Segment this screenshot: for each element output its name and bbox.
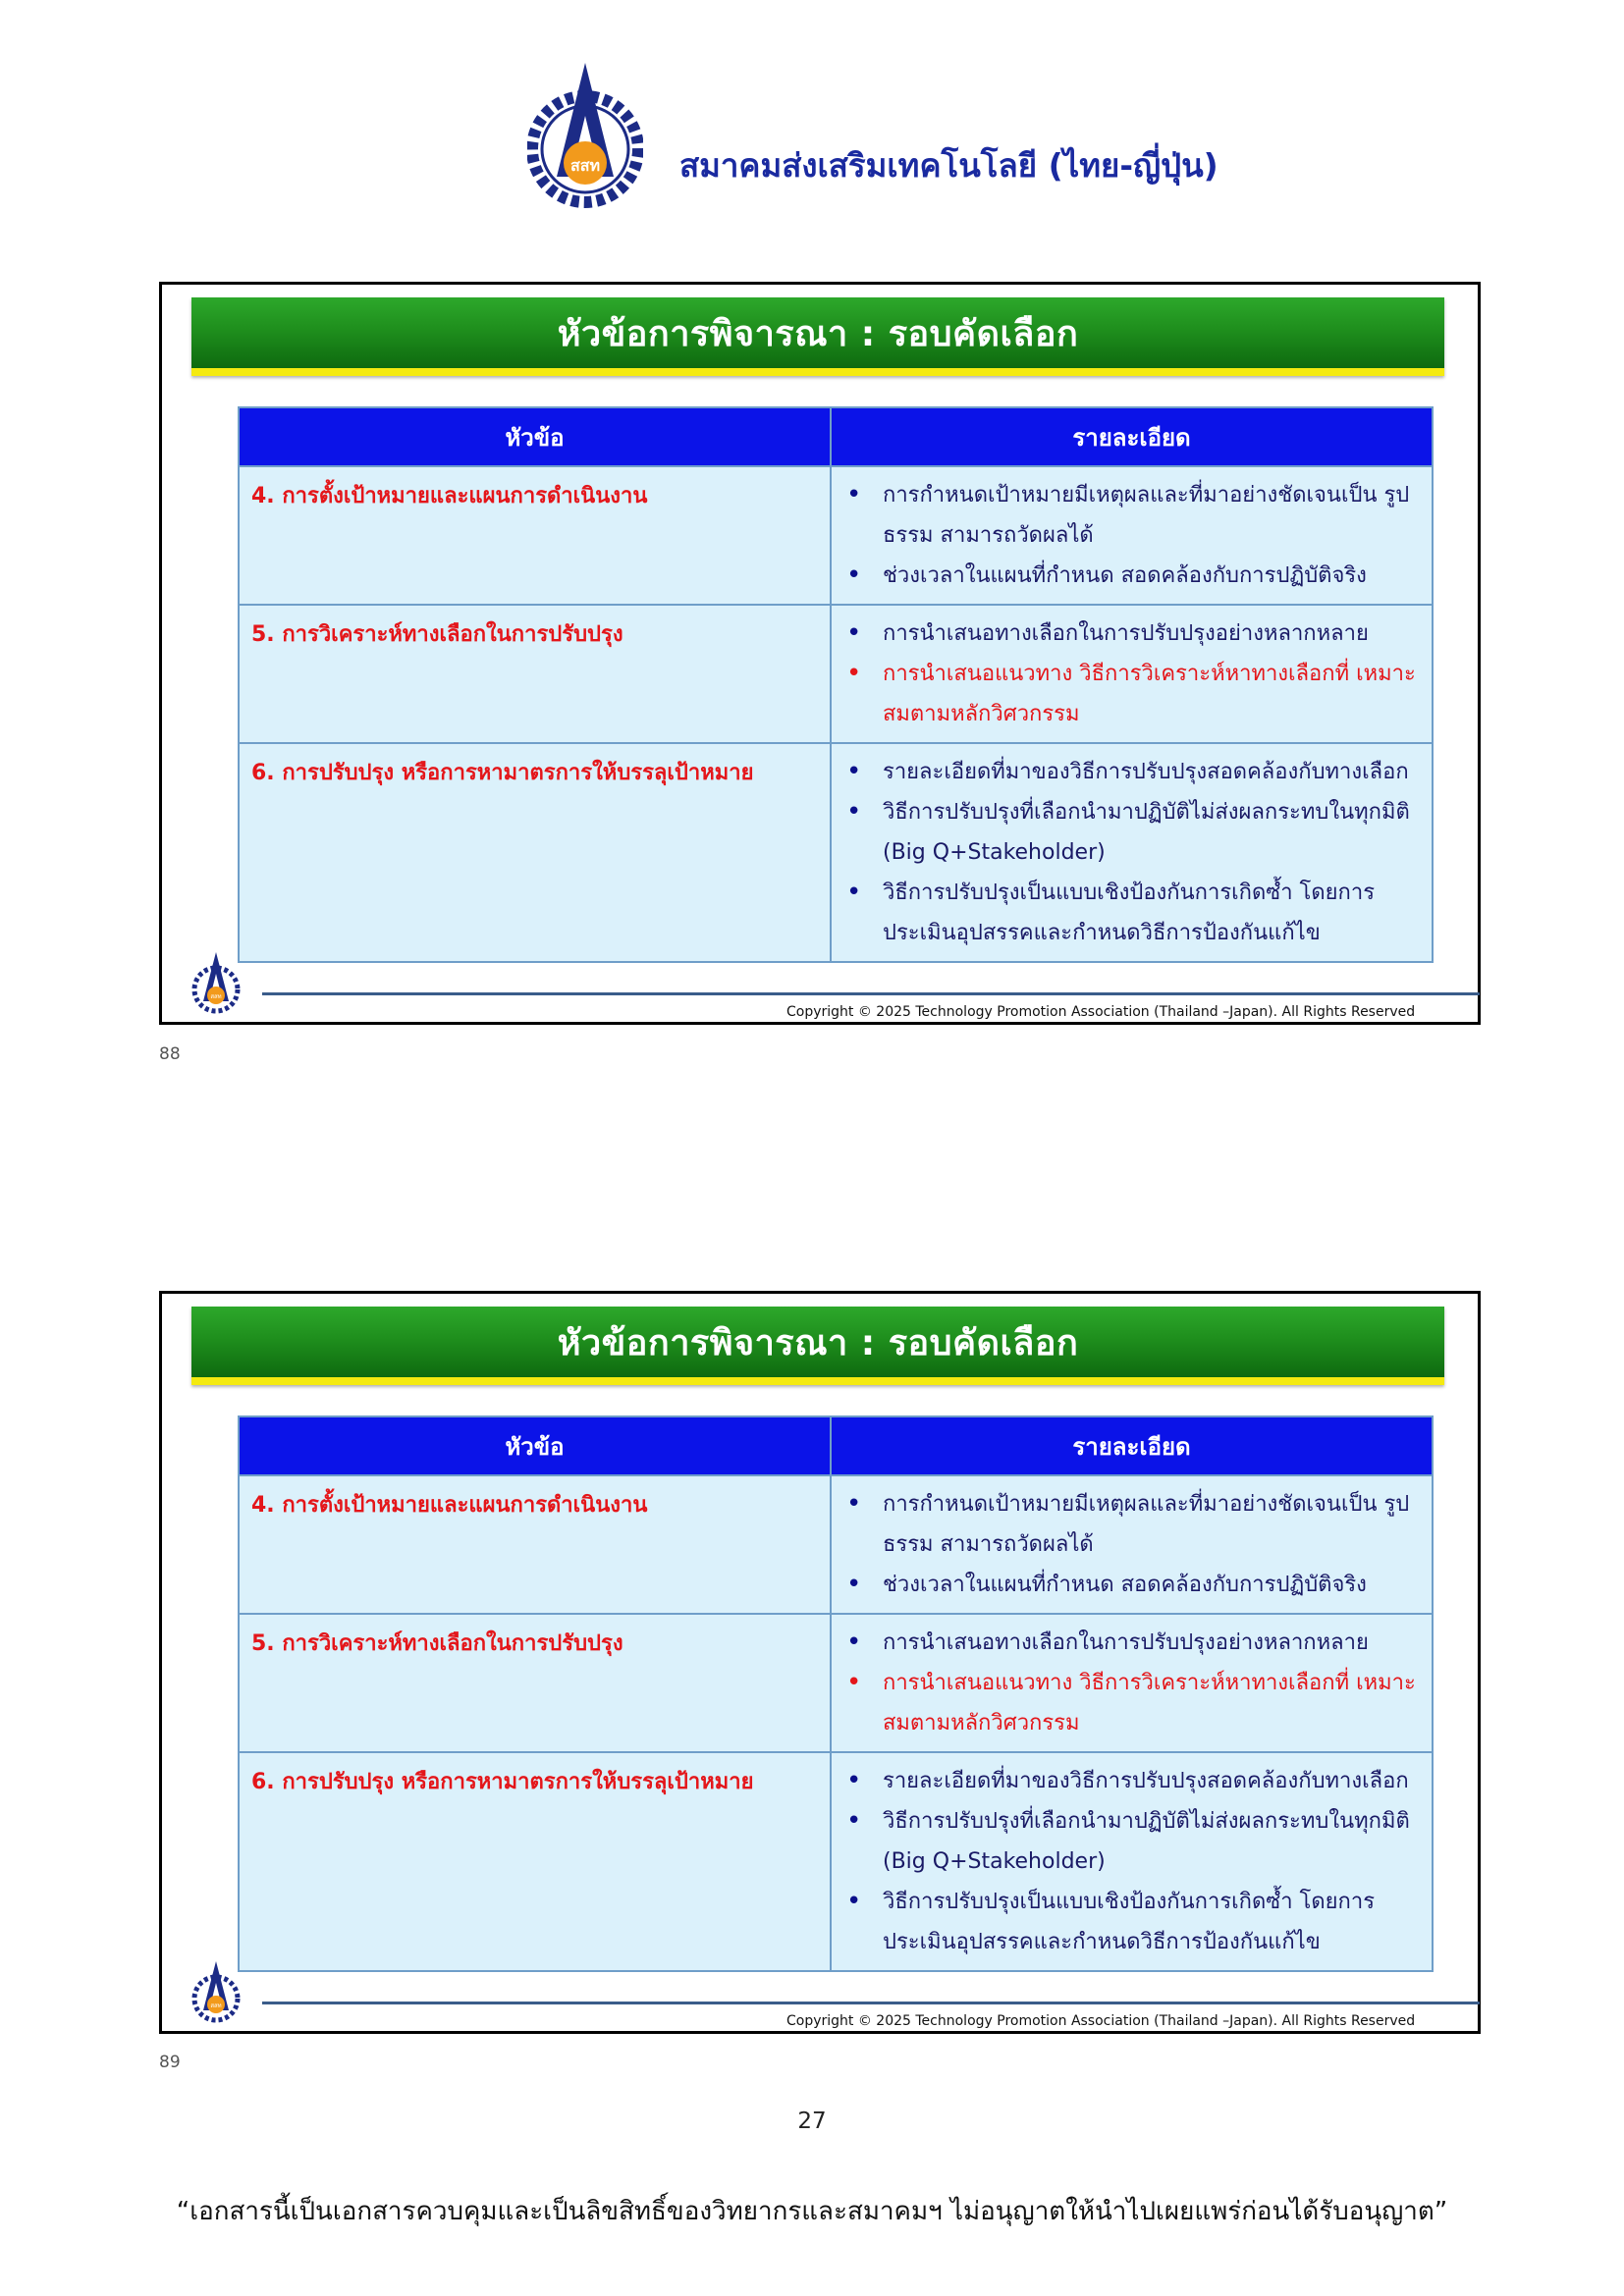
topic-cell: 4. การตั้งเป้าหมายและแผนการดำเนินงาน <box>239 1475 831 1614</box>
footer-logo <box>191 1959 241 2024</box>
detail-item: • วิธีการปรับปรุงเป็นแบบเชิงป้องกันการเกิดซ้ำ โดยการประเมินอุปสรรคและกำหนดวิธีการป้องกันแก้ไข <box>841 1882 1420 1962</box>
col-detail-header: รายละเอียด <box>831 1416 1433 1475</box>
detail-item: • รายละเอียดที่มาของวิธีการปรับปรุงสอดคล้องกับทางเลือก <box>841 752 1420 792</box>
slide-89 <box>159 1291 1481 2034</box>
detail-cell <box>831 1614 1433 1752</box>
detail-item-highlight: • การนำเสนอแนวทาง วิธีการวิเคราะห์หาทางเลือกที่ เหมาะสมตามหลักวิศวกรรม <box>841 654 1420 734</box>
svg-text:สสท: สสท <box>210 993 222 1000</box>
detail-item: • วิธีการปรับปรุงที่เลือกนำมาปฏิบัติไม่ส่งผลกระทบในทุกมิติ (Big Q+Stakeholder) <box>841 792 1420 873</box>
organization-name: สมาคมส่งเสริมเทคโนโลยี (ไทย-ญี่ปุ่น) <box>679 146 1218 185</box>
table-row <box>239 466 1433 605</box>
topic-cell: 5. การวิเคราะห์ทางเลือกในการปรับปรุง <box>239 1614 831 1752</box>
table-row <box>239 743 1433 962</box>
col-detail-header: รายละเอียด <box>831 407 1433 466</box>
slide-number: 88 <box>159 1044 181 1064</box>
detail-cell <box>831 605 1433 743</box>
table-row <box>239 605 1433 743</box>
topic-cell: 6. การปรับปรุง หรือการหามาตรการให้บรรลุเป้าหมาย <box>239 743 831 962</box>
copyright-text: Copyright © 2025 Technology Promotion Association (Thailand –Japan). All Rights Reserved <box>786 1004 1416 1020</box>
detail-item: • การนำเสนอทางเลือกในการปรับปรุงอย่างหลากหลาย <box>841 614 1420 654</box>
copyright-disclaimer: “เอกสารนี้เป็นเอกสารควบคุมและเป็นลิขสิทธิ์ของวิทยากรและสมาคมฯ ไม่อนุญาตให้นำไปเผยแพร่ก่อนได้รับอนุญาต” <box>176 2197 1448 2226</box>
detail-cell <box>831 743 1433 962</box>
detail-item: • วิธีการปรับปรุงที่เลือกนำมาปฏิบัติไม่ส่งผลกระทบในทุกมิติ (Big Q+Stakeholder) <box>841 1801 1420 1882</box>
detail-item: • การกำหนดเป้าหมายมีเหตุผลและที่มาอย่างชัดเจนเป็น รูปธรรม สามารถวัดผลได้ <box>841 1484 1420 1565</box>
col-topic-header: หัวข้อ <box>239 407 831 466</box>
slide-title: หัวข้อการพิจารณา : รอบคัดเลือก <box>557 1322 1079 1363</box>
slide-title-bar <box>191 297 1444 376</box>
detail-cell <box>831 1752 1433 1971</box>
detail-item: • การกำหนดเป้าหมายมีเหตุผลและที่มาอย่างชัดเจนเป็น รูปธรรม สามารถวัดผลได้ <box>841 475 1420 556</box>
detail-item-highlight: • การนำเสนอแนวทาง วิธีการวิเคราะห์หาทางเลือกที่ เหมาะสมตามหลักวิศวกรรม <box>841 1663 1420 1743</box>
table-row <box>239 1614 1433 1752</box>
detail-cell <box>831 1475 1433 1614</box>
slide-title-bar <box>191 1307 1444 1385</box>
table-header-row <box>239 407 1433 466</box>
footer-divider <box>262 992 1480 995</box>
svg-text:สสท: สสท <box>210 2002 222 2009</box>
detail-item: • รายละเอียดที่มาของวิธีการปรับปรุงสอดคล้องกับทางเลือก <box>841 1761 1420 1801</box>
criteria-table <box>238 1415 1434 1972</box>
svg-text:สสท: สสท <box>569 156 601 175</box>
detail-item: • ช่วงเวลาในแผนที่กำหนด สอดคล้องกับการปฏิบัติจริง <box>841 556 1420 596</box>
detail-item: • วิธีการปรับปรุงเป็นแบบเชิงป้องกันการเกิดซ้ำ โดยการประเมินอุปสรรคและกำหนดวิธีการป้องกันแก้ไข <box>841 873 1420 953</box>
detail-item: • การนำเสนอทางเลือกในการปรับปรุงอย่างหลากหลาย <box>841 1623 1420 1663</box>
detail-cell <box>831 466 1433 605</box>
topic-cell: 4. การตั้งเป้าหมายและแผนการดำเนินงาน <box>239 466 831 605</box>
col-topic-header: หัวข้อ <box>239 1416 831 1475</box>
detail-item: • ช่วงเวลาในแผนที่กำหนด สอดคล้องกับการปฏิบัติจริง <box>841 1565 1420 1605</box>
table-header-row <box>239 1416 1433 1475</box>
footer-logo <box>191 950 241 1015</box>
topic-cell: 5. การวิเคราะห์ทางเลือกในการปรับปรุง <box>239 605 831 743</box>
association-logo <box>527 59 643 208</box>
criteria-table <box>238 406 1434 963</box>
slide-title: หัวข้อการพิจารณา : รอบคัดเลือก <box>557 313 1079 354</box>
footer-divider <box>262 2002 1480 2004</box>
topic-cell: 6. การปรับปรุง หรือการหามาตรการให้บรรลุเป้าหมาย <box>239 1752 831 1971</box>
copyright-text: Copyright © 2025 Technology Promotion Association (Thailand –Japan). All Rights Reserved <box>786 2013 1416 2029</box>
table-row <box>239 1752 1433 1971</box>
slide-88 <box>159 282 1481 1025</box>
page-number: 27 <box>797 2109 827 2134</box>
slide-number: 89 <box>159 2053 181 2072</box>
table-row <box>239 1475 1433 1614</box>
